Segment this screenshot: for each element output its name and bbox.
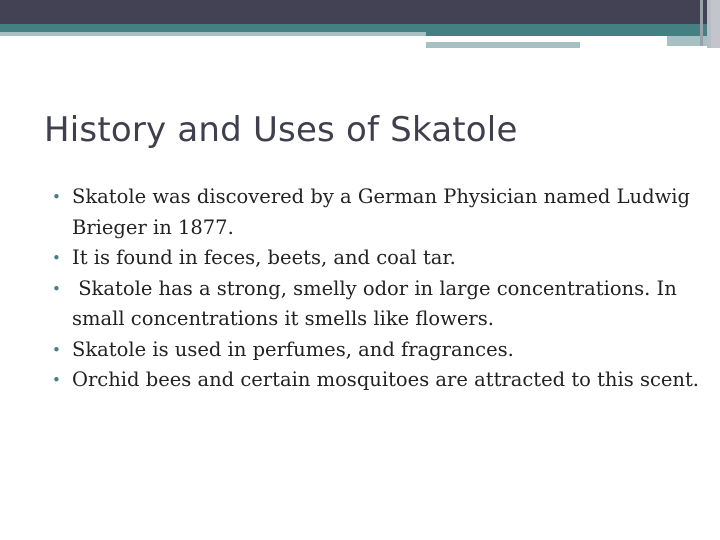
bullet-item: • Skatole has a strong, smelly odor in large concentrations. In small concentrations it smells like flowers.	[52, 274, 702, 335]
bullet-item: • Skatole is used in perfumes, and fragrances.	[52, 335, 702, 366]
slide-title: History and Uses of Skatole	[44, 110, 518, 150]
bullet-list	[52, 182, 702, 396]
bullet-item: • Skatole was discovered by a German Physician named Ludwig Brieger in 1877.	[52, 182, 702, 243]
bullet-item: • It is found in feces, beets, and coal tar.	[52, 243, 702, 274]
bullet-item: • Orchid bees and certain mosquitoes are attracted to this scent.	[52, 365, 702, 396]
